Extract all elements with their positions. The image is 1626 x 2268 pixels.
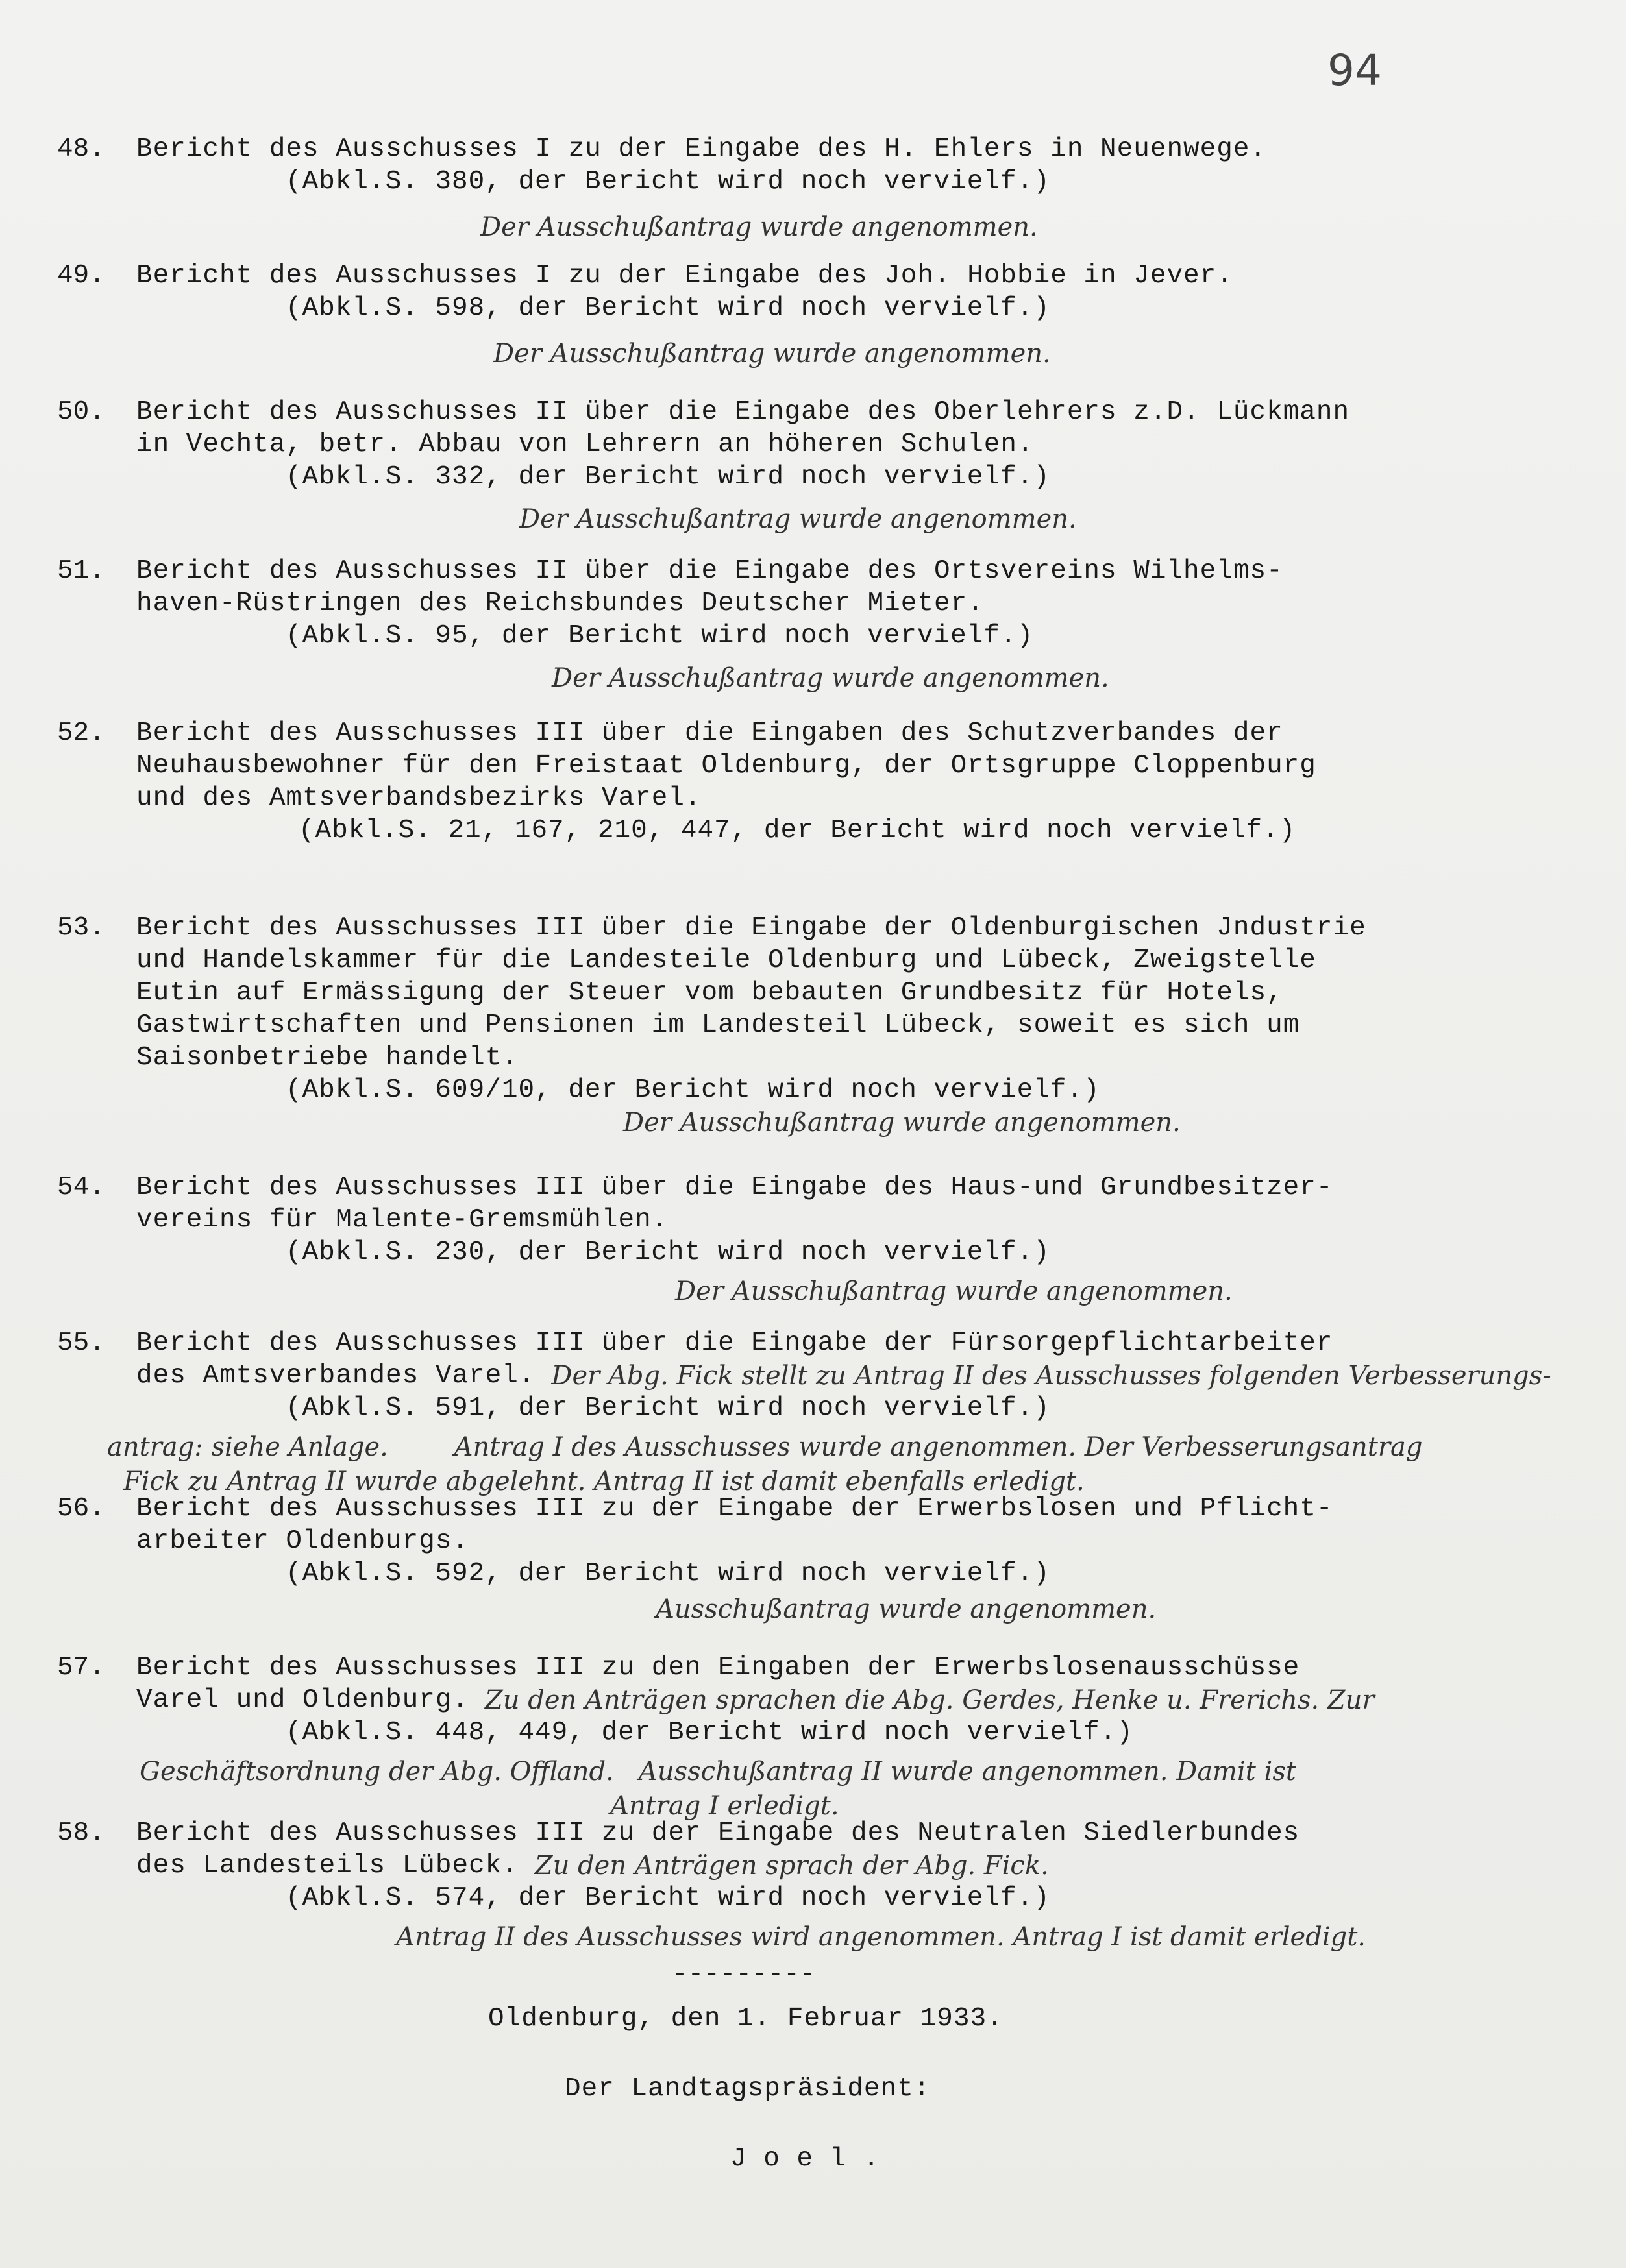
item-reference: (Abkl.S. 332, der Bericht wird noch vervielf.): [286, 462, 1050, 492]
item-reference: (Abkl.S. 592, der Bericht wird noch vervielf.): [286, 1559, 1050, 1589]
item-number: 58.: [57, 1818, 105, 1848]
item-text-line: Bericht des Ausschusses III zu der Eingabe der Erwerbslosen und Pflicht-: [136, 1494, 1333, 1524]
item-number: 53.: [57, 913, 105, 943]
handwritten-note: Fick zu Antrag II wurde abgelehnt. Antrag II ist damit ebenfalls erledigt.: [123, 1467, 1085, 1496]
handwritten-note: Geschäftsordnung der Abg. Offland. Ausschußantrag II wurde angenommen. Damit ist: [140, 1757, 1296, 1786]
item-text-line: und des Amtsverbandsbezirks Varel.: [136, 783, 702, 813]
item-text-line: Bericht des Ausschusses III über die Eingabe der Oldenburgischen Jndustrie: [136, 913, 1366, 943]
signature-title: Der Landtagspräsident:: [565, 2074, 931, 2104]
handwritten-note: Der Ausschußantrag wurde angenommen.: [519, 504, 1077, 534]
place-date: Oldenburg, den 1. Februar 1933.: [488, 2004, 1004, 2034]
item-number: 50.: [57, 397, 105, 427]
item-text-line: des Amtsverbandes Varel.: [136, 1361, 536, 1391]
item-number: 52.: [57, 718, 105, 748]
handwritten-note: Der Ausschußantrag wurde angenommen.: [480, 212, 1038, 242]
item-text-line: arbeiter Oldenburgs.: [136, 1526, 469, 1556]
handwritten-note-inline: Zu den Anträgen sprachen die Abg. Gerdes, Henke u. Frerichs. Zur: [485, 1685, 1375, 1715]
item-reference: (Abkl.S. 95, der Bericht wird noch vervielf.): [286, 621, 1034, 651]
handwritten-note: Der Ausschußantrag wurde angenommen.: [552, 663, 1109, 693]
item-text-line: des Landesteils Lübeck.: [136, 1851, 519, 1881]
handwritten-note: Antrag I erledigt.: [610, 1791, 839, 1821]
item-text-line: Gastwirtschaften und Pensionen im Landesteil Lübeck, soweit es sich um: [136, 1010, 1300, 1040]
handwritten-note: Der Ausschußantrag wurde angenommen.: [623, 1108, 1181, 1138]
item-text-line: vereins für Malente-Gremsmühlen.: [136, 1205, 669, 1235]
item-text-line: und Handelskammer für die Landesteile Oldenburg und Lübeck, Zweigstelle: [136, 945, 1316, 975]
item-text-line: Bericht des Ausschusses III zu der Eingabe des Neutralen Siedlerbundes: [136, 1818, 1300, 1848]
item-text-line: Bericht des Ausschusses II über die Eingabe des Oberlehrers z.D. Lückmann: [136, 397, 1350, 427]
handwritten-note-inline: Der Abg. Fick stellt zu Antrag II des Ausschusses folgenden Verbesserungs-: [551, 1361, 1551, 1391]
handwritten-note-inline: Zu den Anträgen sprach der Abg. Fick.: [534, 1851, 1049, 1881]
handwritten-note: Der Ausschußantrag wurde angenommen.: [675, 1276, 1233, 1306]
item-number: 55.: [57, 1328, 105, 1358]
item-text-line: Varel und Oldenburg.: [136, 1685, 469, 1715]
item-reference: (Abkl.S. 598, der Bericht wird noch vervielf.): [286, 293, 1050, 323]
item-text-line: Bericht des Ausschusses I zu der Eingabe des Joh. Hobbie in Jever.: [136, 261, 1233, 291]
item-reference: (Abkl.S. 21, 167, 210, 447, der Bericht wird noch vervielf.): [299, 816, 1296, 846]
item-number: 54.: [57, 1173, 105, 1202]
item-text-line: Bericht des Ausschusses II über die Eingabe des Ortsvereins Wilhelms-: [136, 556, 1283, 586]
item-reference: (Abkl.S. 380, der Bericht wird noch vervielf.): [286, 167, 1050, 197]
item-reference: (Abkl.S. 574, der Bericht wird noch vervielf.): [286, 1883, 1050, 1913]
item-text-line: Bericht des Ausschusses III über die Eingabe des Haus-und Grundbesitzer-: [136, 1173, 1333, 1202]
handwritten-note: antrag: siehe Anlage. Antrag I des Ausschusses wurde angenommen. Der Verbesserungsantrag: [107, 1432, 1423, 1462]
signature-name: J o e l .: [730, 2144, 880, 2174]
item-number: 57.: [57, 1653, 105, 1683]
item-number: 49.: [57, 261, 105, 291]
item-reference: (Abkl.S. 230, der Bericht wird noch vervielf.): [286, 1238, 1050, 1267]
item-text-line: Bericht des Ausschusses III zu den Eingaben der Erwerbslosenausschüsse: [136, 1653, 1300, 1683]
item-text-line: Saisonbetriebe handelt.: [136, 1043, 519, 1073]
item-text-line: haven-Rüstringen des Reichsbundes Deutscher Mieter.: [136, 589, 984, 618]
handwritten-note: Antrag II des Ausschusses wird angenommen. Antrag I ist damit erledigt.: [396, 1922, 1366, 1952]
item-number: 56.: [57, 1494, 105, 1524]
separator-line: ---------: [672, 1960, 816, 1990]
item-reference: (Abkl.S. 591, der Bericht wird noch vervielf.): [286, 1393, 1050, 1423]
item-number: 48.: [57, 134, 105, 164]
item-text-line: Eutin auf Ermässigung der Steuer vom bebauten Grundbesitz für Hotels,: [136, 978, 1283, 1008]
item-reference: (Abkl.S. 609/10, der Bericht wird noch vervielf.): [286, 1075, 1100, 1105]
item-text-line: Bericht des Ausschusses I zu der Eingabe des H. Ehlers in Neuenwege.: [136, 134, 1267, 164]
handwritten-note: Ausschußantrag wurde angenommen.: [656, 1594, 1157, 1624]
item-text-line: in Vechta, betr. Abbau von Lehrern an höheren Schulen.: [136, 430, 1034, 459]
handwritten-note: Der Ausschußantrag wurde angenommen.: [493, 339, 1051, 369]
item-reference: (Abkl.S. 448, 449, der Bericht wird noch vervielf.): [286, 1718, 1133, 1748]
item-text-line: Bericht des Ausschusses III über die Eingabe der Fürsorgepflichtarbeiter: [136, 1328, 1333, 1358]
item-number: 51.: [57, 556, 105, 586]
item-text-line: Bericht des Ausschusses III über die Eingaben des Schutzverbandes der: [136, 718, 1283, 748]
page-number: 94: [1327, 45, 1382, 95]
item-text-line: Neuhausbewohner für den Freistaat Oldenburg, der Ortsgruppe Cloppenburg: [136, 751, 1316, 781]
